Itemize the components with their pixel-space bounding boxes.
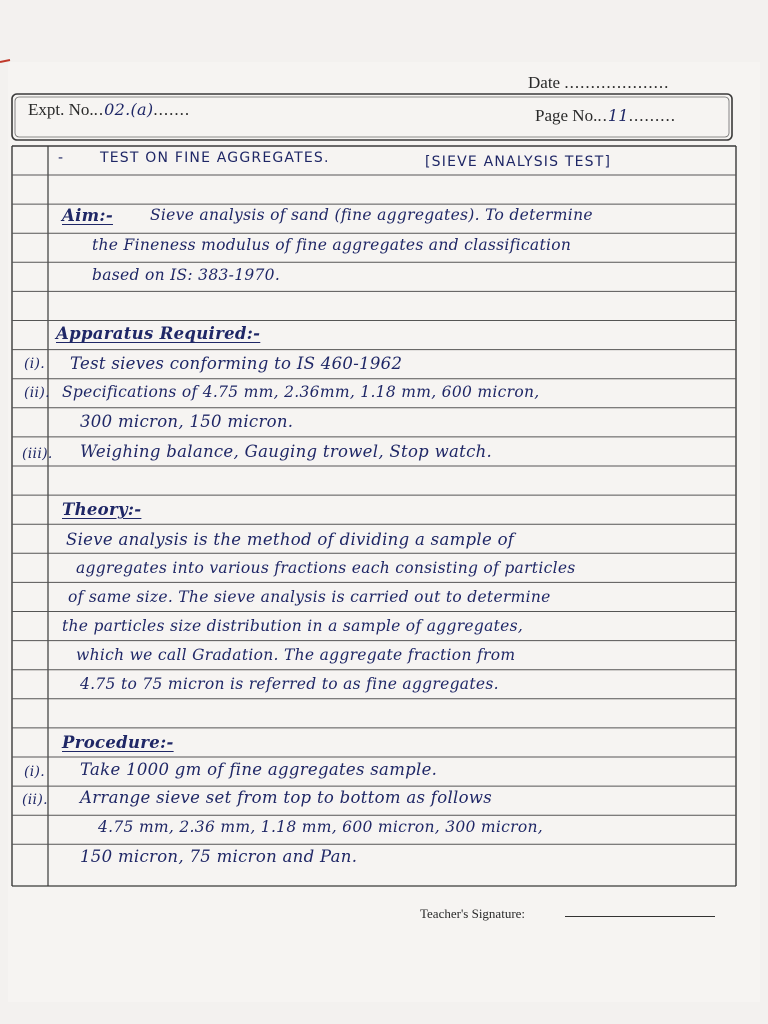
signature-line bbox=[565, 916, 715, 917]
aim-line-3: based on IS: 383-1970. bbox=[92, 266, 281, 284]
theory-line-4: the particles size distribution in a sample of aggregates, bbox=[62, 617, 524, 635]
teacher-signature-label: Teacher's Signature: bbox=[420, 906, 526, 921]
procedure-heading: Procedure:- bbox=[62, 733, 174, 752]
theory-heading: Theory:- bbox=[62, 500, 142, 519]
apparatus-item-2-cont: 300 micron, 150 micron. bbox=[80, 412, 294, 431]
aim-heading: Aim:- bbox=[62, 206, 113, 225]
page-field: Page No...11......... bbox=[535, 106, 677, 125]
theory-line-6: 4.75 to 75 micron is referred to as fine aggregates. bbox=[80, 675, 499, 693]
page-label: Page No. bbox=[535, 106, 598, 125]
apparatus-num-2: (ii). bbox=[24, 385, 50, 401]
apparatus-item-1: Test sieves conforming to IS 460-1962 bbox=[70, 354, 403, 373]
procedure-item-2: Arrange sieve set from top to bottom as follows bbox=[80, 788, 493, 807]
theory-line-2: aggregates into various fractions each consisting of particles bbox=[76, 559, 576, 577]
aim-line-1: Sieve analysis of sand (fine aggregates). To determine bbox=[150, 206, 593, 224]
procedure-num-2: (ii). bbox=[22, 792, 48, 808]
date-dots: .................... bbox=[564, 73, 670, 92]
title-dash: - bbox=[58, 150, 65, 166]
apparatus-num-3: (iii). bbox=[22, 446, 53, 462]
apparatus-item-2: Specifications of 4.75 mm, 2.36mm, 1.18 mm, 600 micron, bbox=[62, 383, 540, 401]
theory-line-1: Sieve analysis is the method of dividing a sample of bbox=[66, 530, 515, 549]
date-field bbox=[528, 73, 669, 93]
expt-field: Expt. No...02.(a)....... bbox=[28, 100, 191, 119]
page-title: TEST ON FINE AGGREGATES. bbox=[100, 150, 330, 166]
apparatus-item-3: Weighing balance, Gauging trowel, Stop watch. bbox=[80, 442, 493, 461]
procedure-item-2-cont: 4.75 mm, 2.36 mm, 1.18 mm, 600 micron, 300 micron, bbox=[98, 818, 543, 836]
title-bracket: [SIEVE ANALYSIS TEST] bbox=[425, 154, 612, 170]
theory-line-3: of same size. The sieve analysis is carried out to determine bbox=[68, 588, 551, 606]
procedure-item-1: Take 1000 gm of fine aggregates sample. bbox=[80, 760, 438, 779]
expt-label: Expt. No. bbox=[28, 100, 94, 119]
date-label: Date bbox=[528, 73, 561, 92]
procedure-item-2-cont-2: 150 micron, 75 micron and Pan. bbox=[80, 847, 358, 866]
page-number: 11 bbox=[607, 106, 629, 125]
aim-line-2: the Fineness modulus of fine aggregates and classification bbox=[92, 236, 572, 254]
expt-number: 02.(a) bbox=[104, 100, 154, 119]
theory-line-5: which we call Gradation. The aggregate fraction from bbox=[76, 646, 516, 664]
apparatus-num-1: (i). bbox=[24, 356, 46, 372]
procedure-num-1: (i). bbox=[24, 764, 46, 780]
apparatus-heading: Apparatus Required:- bbox=[56, 324, 261, 343]
